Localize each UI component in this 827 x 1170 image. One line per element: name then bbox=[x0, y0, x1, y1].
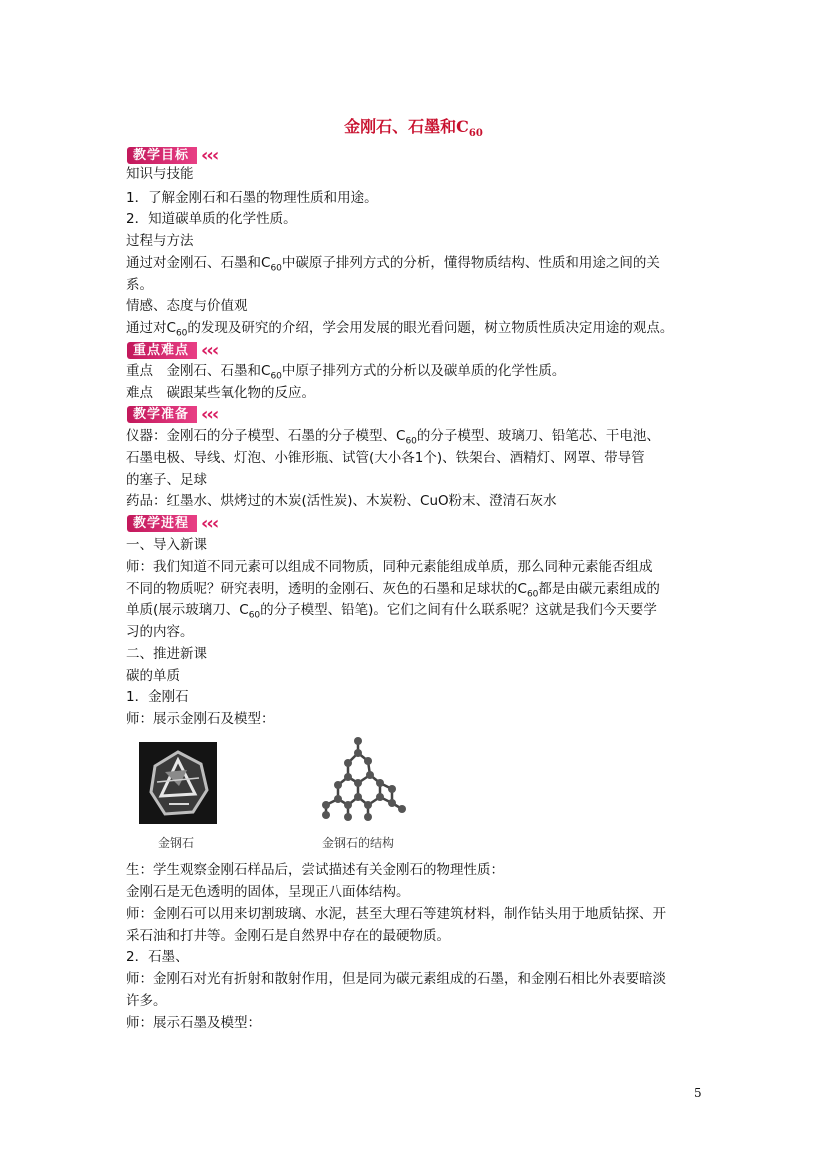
section-banner-preparation bbox=[127, 405, 217, 424]
lesson-text: 金刚石是无色透明的固体，呈现正八面体结构。 bbox=[126, 884, 410, 900]
banner-label: 重点难点 bbox=[127, 342, 197, 359]
lesson-text: 生：学生观察金刚石样品后，尝试描述有关金刚石的物理性质： bbox=[126, 862, 504, 878]
lesson-text: 师：展示金刚石及模型： bbox=[126, 711, 275, 727]
arrows-icon: ‹‹‹ bbox=[201, 340, 218, 361]
process-text: 通过对金刚石、石墨和$C_{60}$中碳原子排列方式的分析，懂得物质结构、性质和用途之间的关 bbox=[126, 255, 660, 274]
subsection-heading: 2．石墨、 bbox=[126, 949, 189, 965]
emotion-heading: 情感、态度与价值观 bbox=[126, 298, 248, 314]
arrows-icon: ‹‹‹ bbox=[201, 145, 218, 166]
lesson-text: 采石油和打井等。金刚石是自然界中存在的最硬物质。 bbox=[126, 928, 450, 944]
diamond-photo bbox=[139, 742, 217, 824]
lesson-text: 单质(展示玻璃刀、$C_{60}$的分子模型、铅笔)。它们之间有什么联系呢？这就是我们今天要学 bbox=[126, 602, 657, 621]
difficulty-text: 难点 碳跟某些氧化物的反应。 bbox=[126, 385, 315, 401]
arrows-icon: ‹‹‹ bbox=[201, 513, 218, 534]
lesson-text: 师：金刚石对光有折射和散射作用，但是同为碳元素组成的石墨，和金刚石相比外表要暗淡 bbox=[126, 971, 666, 987]
subsection-heading: 1．金刚石 bbox=[126, 689, 189, 705]
lesson-text: 师：展示石墨及模型： bbox=[126, 1015, 261, 1031]
lesson-text: 习的内容。 bbox=[126, 624, 194, 640]
banner-label: 教学进程 bbox=[127, 515, 197, 532]
instruments-text: 石墨电极、导线、灯泡、小锥形瓶、试管(大小各1个)、铁架台、酒精灯、网罩、带导管 bbox=[126, 450, 645, 466]
subsection-heading: 碳的单质 bbox=[126, 668, 180, 684]
key-point-text: 重点 金刚石、石墨和$C_{60}$中原子排列方式的分析以及碳单质的化学性质。 bbox=[126, 363, 566, 382]
reagents-text: 药品：红墨水、烘烤过的木炭(活性炭)、木炭粉、CuO粉末、澄清石灰水 bbox=[126, 493, 557, 509]
banner-label: 教学目标 bbox=[127, 147, 197, 164]
lesson-text: 师：我们知道不同元素可以组成不同物质，同种元素能组成单质，那么同种元素能否组成 bbox=[126, 559, 653, 575]
process-text: 系。 bbox=[126, 277, 153, 293]
process-heading: 过程与方法 bbox=[126, 233, 194, 249]
lesson-text: 不同的物质呢？研究表明，透明的金刚石、灰色的石墨和足球状的$C_{60}$都是由碳元素组成的 bbox=[126, 581, 660, 600]
emotion-text: 通过对$C_{60}$的发现及研究的介绍，学会用发展的眼光看问题，树立物质性质决定用途的观点。 bbox=[126, 320, 674, 339]
section-banner-key-points bbox=[127, 341, 217, 360]
objective-item: 1．了解金刚石和石墨的物理性质和用途。 bbox=[126, 190, 378, 206]
lesson-text: 师：金刚石可以用来切割玻璃、水泥，甚至大理石等建筑材料，制作钻头用于地质钻探、开 bbox=[126, 906, 666, 922]
section-banner-objectives bbox=[127, 146, 217, 165]
figure-caption: 金钢石的结构 bbox=[322, 836, 395, 850]
arrows-icon: ‹‹‹ bbox=[201, 404, 218, 425]
diamond-structure-model bbox=[318, 733, 408, 823]
page-title: 金刚石、石墨和$C_{60}$ bbox=[344, 117, 483, 140]
figure-caption: 金钢石 bbox=[158, 836, 195, 850]
knowledge-heading: 知识与技能 bbox=[126, 166, 194, 182]
objective-item: 2．知道碳单质的化学性质。 bbox=[126, 211, 297, 227]
lesson-text: 许多。 bbox=[126, 993, 167, 1009]
instruments-text: 的塞子、足球 bbox=[126, 472, 207, 488]
process-part-heading: 二、推进新课 bbox=[126, 646, 207, 662]
page-number: 5 bbox=[694, 1086, 702, 1100]
section-banner-process bbox=[127, 514, 217, 533]
process-part-heading: 一、导入新课 bbox=[126, 537, 207, 553]
instruments-text: 仪器：金刚石的分子模型、石墨的分子模型、$C_{60}$的分子模型、玻璃刀、铅笔芯、干电池、 bbox=[126, 428, 660, 447]
banner-label: 教学准备 bbox=[127, 406, 197, 423]
